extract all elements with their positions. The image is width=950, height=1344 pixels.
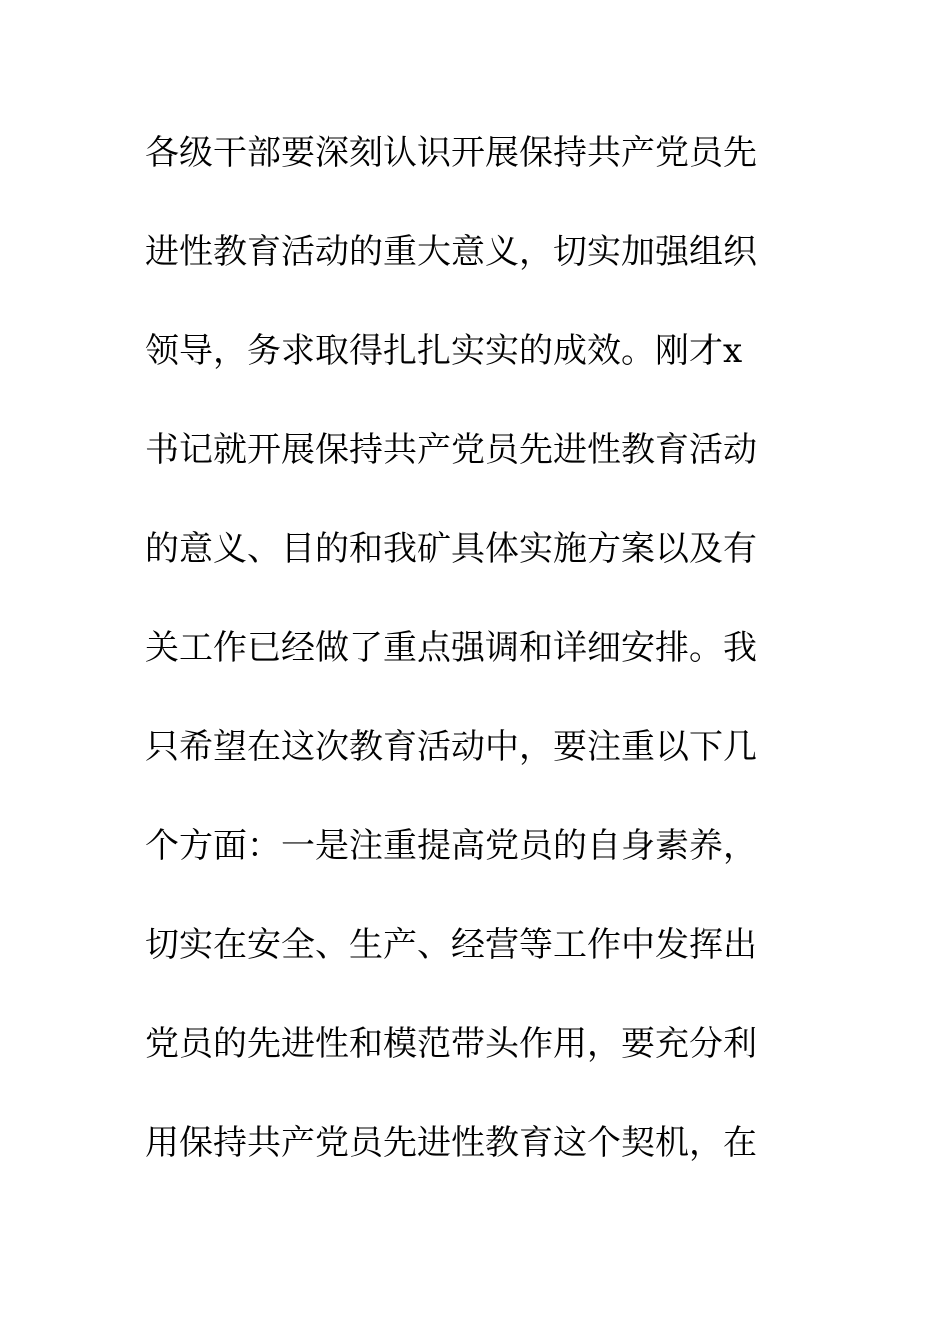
text-line: 只希望在这次教育活动中，要注重以下几 [145, 727, 757, 767]
text-line: 的意义、目的和我矿具体实施方案以及有 [145, 529, 757, 569]
text-line: 领导，务求取得扎扎实实的成效。刚才x [145, 331, 743, 371]
text-line: 关工作已经做了重点强调和详细安排。我 [145, 628, 757, 668]
text-line: 各级干部要深刻认识开展保持共产党员先 [145, 133, 757, 173]
text-line: 切实在安全、生产、经营等工作中发挥出 [145, 925, 757, 965]
text-line: 书记就开展保持共产党员先进性教育活动 [145, 430, 757, 470]
text-line: 进性教育活动的重大意义，切实加强组织 [145, 232, 757, 272]
text-line: 党员的先进性和模范带头作用，要充分利 [145, 1024, 757, 1064]
text-line: 用保持共产党员先进性教育这个契机，在 [145, 1123, 757, 1163]
body-text [145, 125, 785, 1214]
text-line: 个方面：一是注重提高党员的自身素养， [145, 826, 757, 866]
